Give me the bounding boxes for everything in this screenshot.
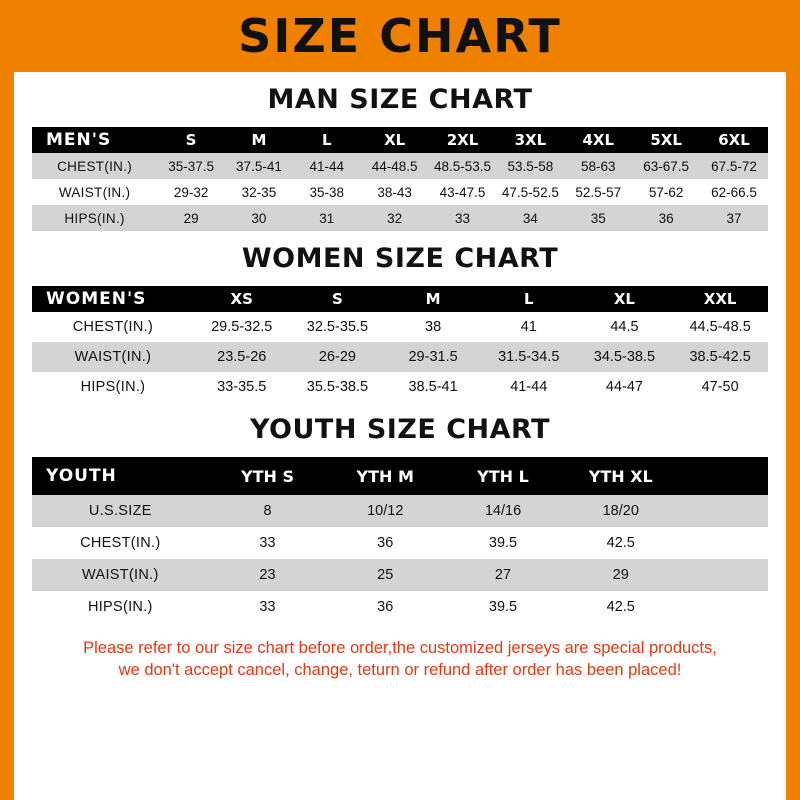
cell: 36 [632, 205, 700, 231]
section-youth [14, 414, 786, 623]
cell-spacer [680, 591, 768, 623]
cell: 33-35.5 [194, 372, 290, 402]
cell: 29-32 [157, 179, 225, 205]
col-header: 4XL [564, 127, 632, 153]
cell: 31.5-34.5 [481, 342, 577, 372]
cell: 52.5-57 [564, 179, 632, 205]
cell: 36 [326, 591, 444, 623]
table-row [32, 527, 768, 559]
section-title-youth: YOUTH SIZE CHART [249, 414, 551, 445]
cell: 44-47 [577, 372, 673, 402]
row-label: WAIST(IN.) [32, 179, 157, 205]
size-table-man [32, 127, 768, 231]
footer-note-line-1: Please refer to our size chart before order,the customized jerseys are special products, [83, 639, 717, 657]
cell: 32-35 [225, 179, 293, 205]
cell: 18/20 [562, 495, 680, 527]
cell: 57-62 [632, 179, 700, 205]
table-row [32, 342, 768, 372]
cell: 29.5-32.5 [194, 312, 290, 342]
cell: 38 [385, 312, 481, 342]
cell: 58-63 [564, 153, 632, 179]
cell: 44.5 [577, 312, 673, 342]
row-label: CHEST(IN.) [32, 312, 194, 342]
row-label: HIPS(IN.) [32, 205, 157, 231]
cell-spacer [680, 559, 768, 591]
size-table-women [32, 286, 768, 402]
cell: 41-44 [481, 372, 577, 402]
table-wrap-women [14, 286, 786, 402]
cell: 36 [326, 527, 444, 559]
col-header: XL [361, 127, 429, 153]
cell: 29 [157, 205, 225, 231]
cell: 30 [225, 205, 293, 231]
col-header: YTH S [209, 457, 327, 495]
cell: 29 [562, 559, 680, 591]
cell: 43-47.5 [429, 179, 497, 205]
header-banner [0, 0, 800, 72]
col-header: YTH XL [562, 457, 680, 495]
cell: 38.5-41 [385, 372, 481, 402]
table-row [32, 495, 768, 527]
footer-note-line-2: we don't accept cancel, change, teturn or refund after order has been placed! [118, 661, 682, 680]
col-header: M [225, 127, 293, 153]
table-header-row-man [32, 127, 768, 153]
col-header: 3XL [496, 127, 564, 153]
cell: 42.5 [562, 527, 680, 559]
table-row [32, 559, 768, 591]
cell: 35-38 [293, 179, 361, 205]
table-row [32, 179, 768, 205]
cell: 47-50 [672, 372, 768, 402]
cell: 23 [209, 559, 327, 591]
col-header: 6XL [700, 127, 768, 153]
cell: 38-43 [361, 179, 429, 205]
cell: 48.5-53.5 [429, 153, 497, 179]
cell: 44.5-48.5 [672, 312, 768, 342]
cell: 62-66.5 [700, 179, 768, 205]
row-label: CHEST(IN.) [32, 527, 209, 559]
cell: 23.5-26 [194, 342, 290, 372]
table-row [32, 591, 768, 623]
cell: 32 [361, 205, 429, 231]
cell: 26-29 [290, 342, 386, 372]
col-header: S [157, 127, 225, 153]
cell: 27 [444, 559, 562, 591]
cell: 33 [209, 591, 327, 623]
cell: 31 [293, 205, 361, 231]
cell: 10/12 [326, 495, 444, 527]
page-title: SIZE CHART [238, 9, 562, 63]
cell: 39.5 [444, 591, 562, 623]
cell: 34 [496, 205, 564, 231]
cell: 63-67.5 [632, 153, 700, 179]
cell: 37 [700, 205, 768, 231]
section-title-women: WOMEN SIZE CHART [241, 243, 559, 274]
cell: 33 [209, 527, 327, 559]
col-header: YTH M [326, 457, 444, 495]
col-header: L [293, 127, 361, 153]
cell: 41-44 [293, 153, 361, 179]
table-header-row-youth [32, 457, 768, 495]
table-wrap-man [14, 127, 786, 231]
cell: 25 [326, 559, 444, 591]
footer-note [14, 637, 786, 682]
section-man [14, 84, 786, 231]
col-header: XS [194, 286, 290, 312]
cell: 44-48.5 [361, 153, 429, 179]
cell: 67.5-72 [700, 153, 768, 179]
row-label: WAIST(IN.) [32, 559, 209, 591]
cell: 38.5-42.5 [672, 342, 768, 372]
cell-spacer [680, 495, 768, 527]
col-header-spacer [680, 457, 768, 495]
table-row [32, 153, 768, 179]
cell: 47.5-52.5 [496, 179, 564, 205]
cell: 41 [481, 312, 577, 342]
header-label-man: MEN'S [32, 127, 157, 153]
table-header-row-women [32, 286, 768, 312]
header-label-youth: YOUTH [32, 457, 209, 495]
table-wrap-youth [14, 457, 786, 623]
row-label: HIPS(IN.) [32, 591, 209, 623]
cell: 35 [564, 205, 632, 231]
table-row [32, 205, 768, 231]
col-header: S [290, 286, 386, 312]
row-label: WAIST(IN.) [32, 342, 194, 372]
row-label: CHEST(IN.) [32, 153, 157, 179]
section-title-man: MAN SIZE CHART [267, 84, 533, 115]
col-header: XL [577, 286, 673, 312]
cell: 8 [209, 495, 327, 527]
table-row [32, 312, 768, 342]
cell: 35-37.5 [157, 153, 225, 179]
table-row [32, 372, 768, 402]
cell-spacer [680, 527, 768, 559]
cell: 14/16 [444, 495, 562, 527]
col-header: YTH L [444, 457, 562, 495]
cell: 29-31.5 [385, 342, 481, 372]
cell: 53.5-58 [496, 153, 564, 179]
cell: 39.5 [444, 527, 562, 559]
section-women [14, 243, 786, 402]
col-header: M [385, 286, 481, 312]
cell: 35.5-38.5 [290, 372, 386, 402]
cell: 34.5-38.5 [577, 342, 673, 372]
cell: 32.5-35.5 [290, 312, 386, 342]
cell: 37.5-41 [225, 153, 293, 179]
cell: 42.5 [562, 591, 680, 623]
col-header: L [481, 286, 577, 312]
header-label-women: WOMEN'S [32, 286, 194, 312]
size-table-youth [32, 457, 768, 623]
col-header: XXL [672, 286, 768, 312]
col-header: 2XL [429, 127, 497, 153]
cell: 33 [429, 205, 497, 231]
row-label: HIPS(IN.) [32, 372, 194, 402]
row-label: U.S.SIZE [32, 495, 209, 527]
col-header: 5XL [632, 127, 700, 153]
